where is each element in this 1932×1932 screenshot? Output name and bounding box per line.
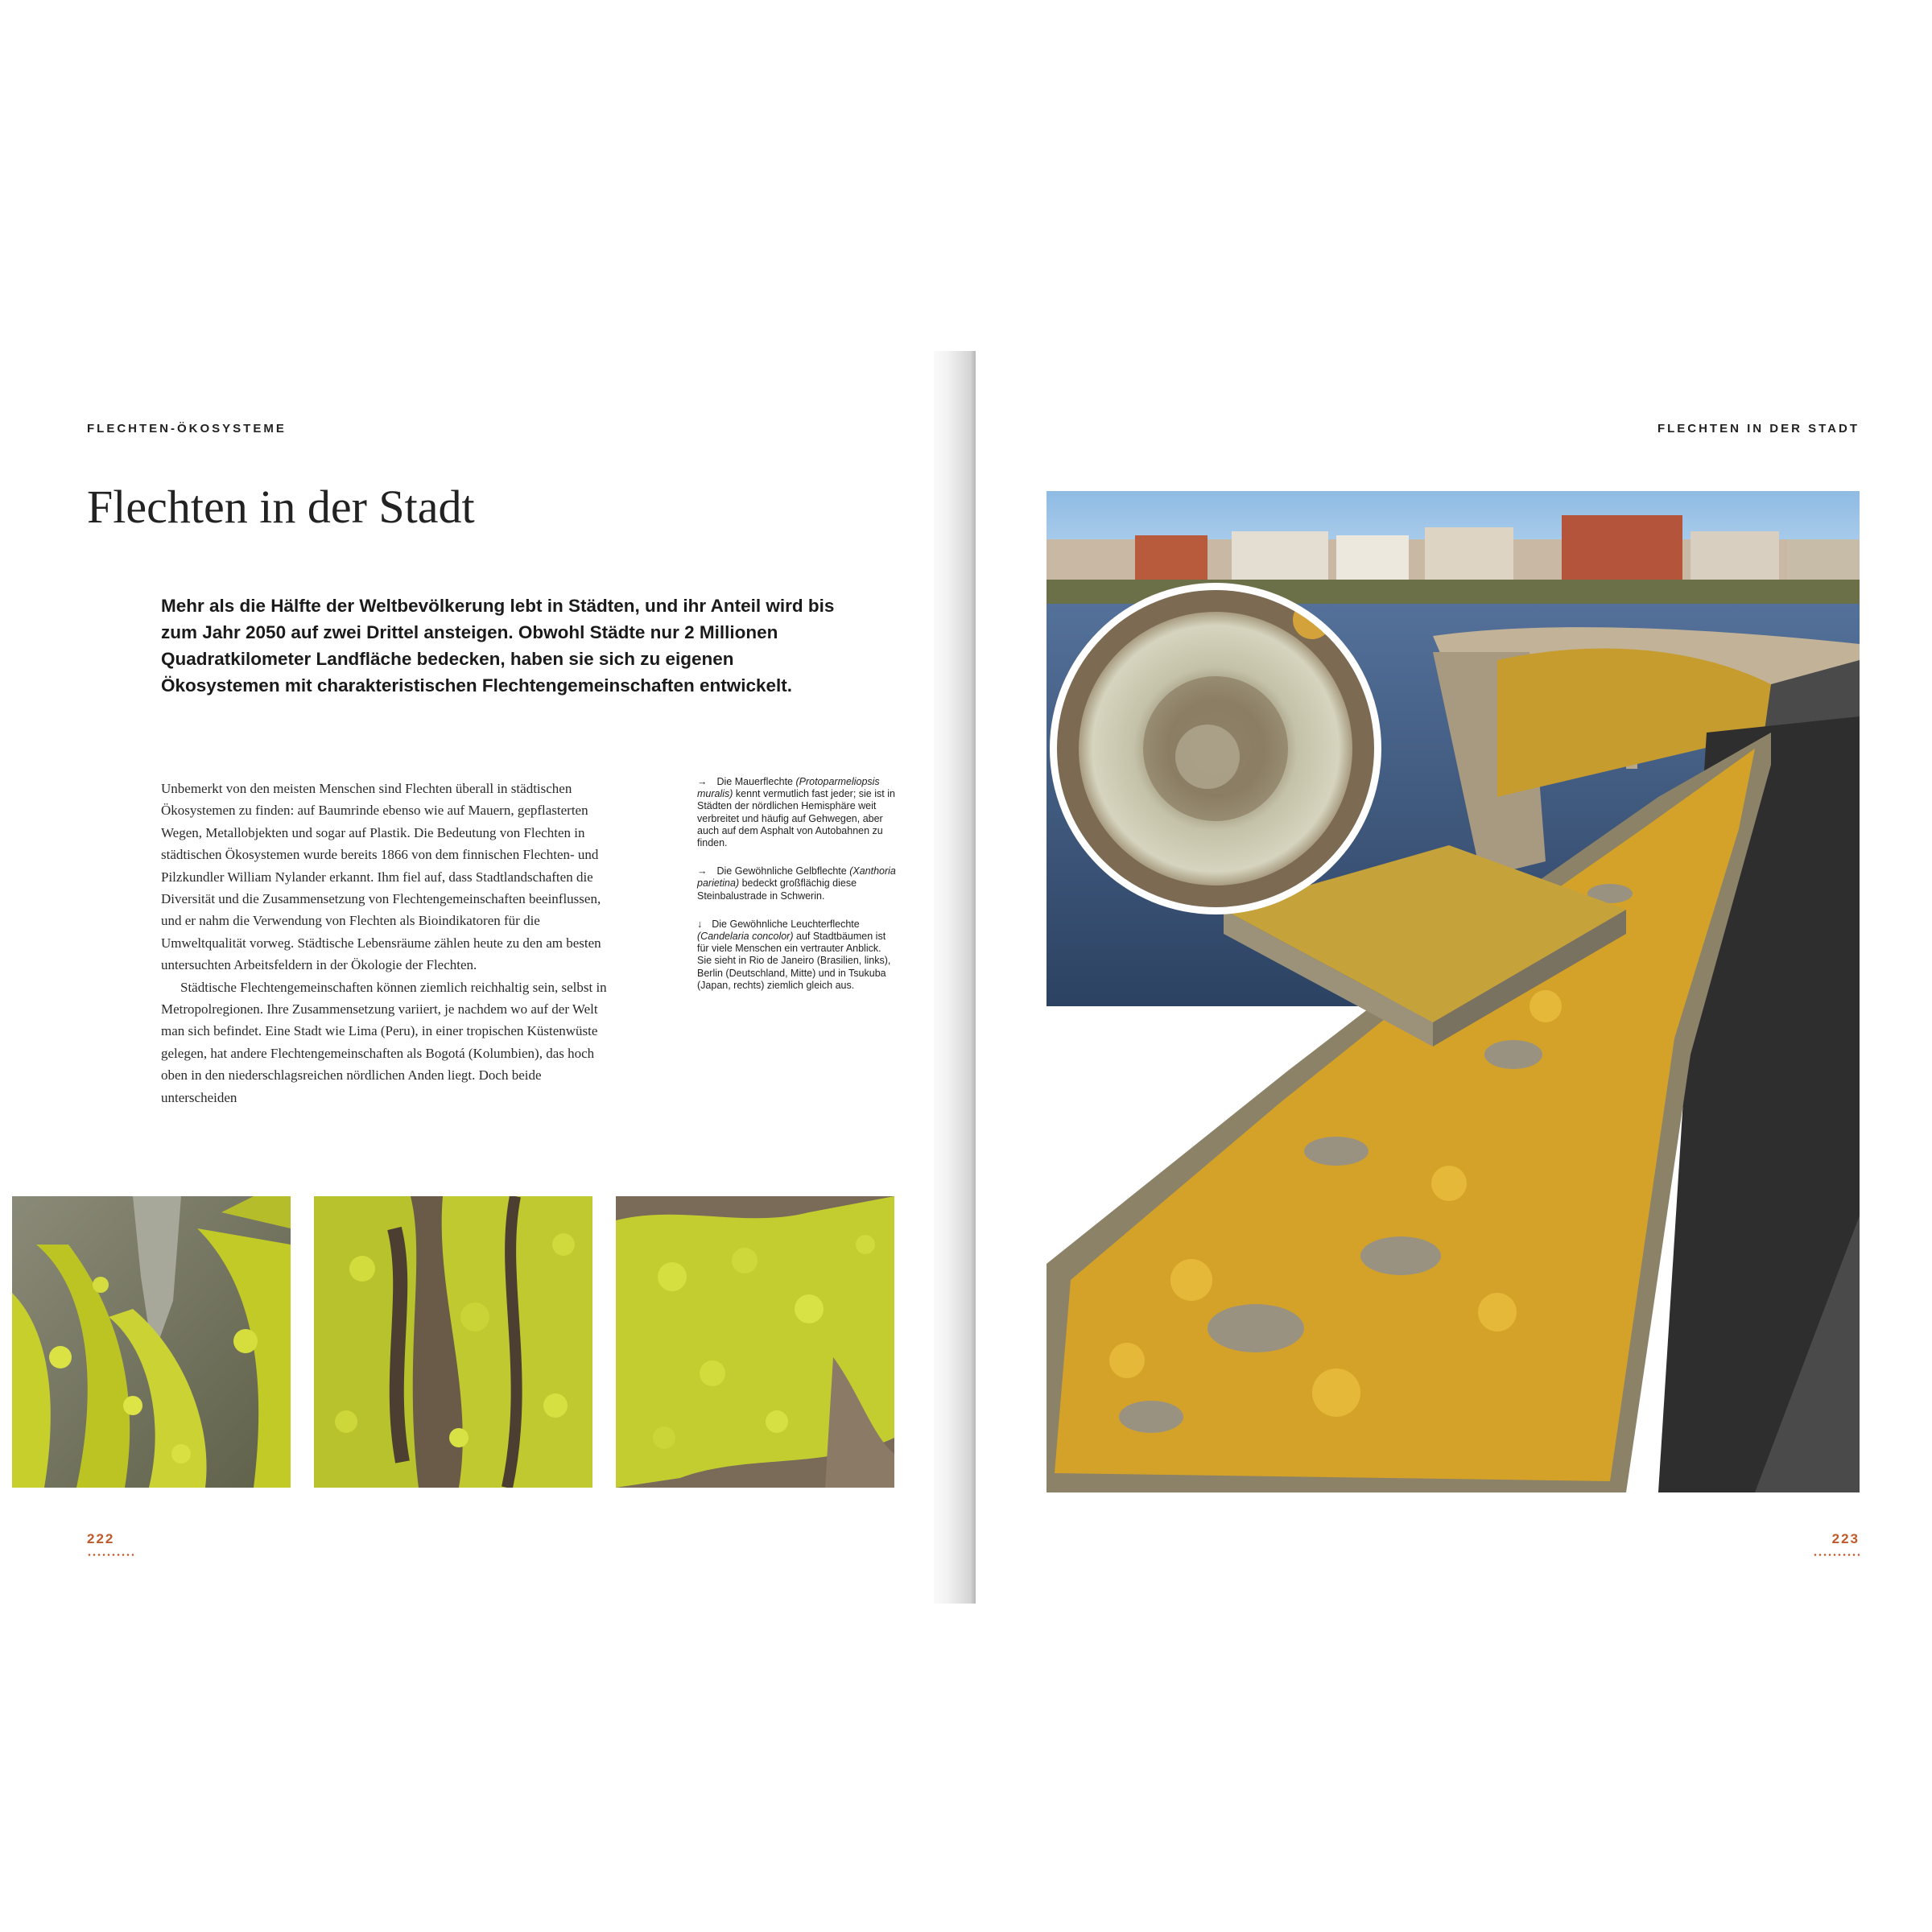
body-paragraph: Städtische Flechtengemeinschaften können ziemlich reichhaltig sein, selbst in Metropolregionen. Ihre Zusammensetzung variiert, je nachdem wo auf der Welt man sich befindet. Eine Stadt wie Lima (Peru), in einer tropischen Küstenwüste gelegen, hat andere Flechtengemeinschaften als Bogotá (Kolumbien), das hoch oben in den niederschlagsreichen nördlichen Anden liegt. Doch beide unterscheiden <box>161 979 607 1105</box>
caption-species-name: (Protoparmeliopsis muralis) <box>697 776 880 800</box>
caption-text: auf Stadtbäumen ist für viele Menschen ein vertrauter Anblick. Sie sieht in Rio de Janeiro (Brasilien, links), Berlin (Deutschland, Mitte) und in Tsukuba (Japan, rechts) ziemlich gleich aus. <box>697 931 891 991</box>
page-number-right: 223 <box>1831 1531 1860 1546</box>
body-paragraph: Unbemerkt von den meisten Menschen sind Flechten überall in städtischen Ökosystemen zu finden: auf Baumrinde ebenso wie auf Mauern, gepflasterten Wegen, Metallobjekten und sogar auf Plastik. Die Bedeutung von Flechten in städtischen Ökosystemen wurde bereits 1866 von dem finnischen Flechten- und Pilzkundler William Nylander erkannt. Ihm fiel auf, dass Stadtlandschaften die Diversität und die Zusammensetzung von Flechtengemeinschaften beeinflussen, und er nahm die Verwendung von Flechten als Bioindikatoren für die Umweltqualität vorweg. Städtische Lebensräume zählen heute zu den am besten untersuchten Arbeitsfeldern in der Ökologie der Flechten. <box>161 781 601 973</box>
folio-ornament <box>1813 1554 1860 1556</box>
arrow-down-icon: ↓ <box>697 918 703 930</box>
page-title: Flechten in der Stadt <box>87 481 475 533</box>
caption-text: Die Gewöhnliche Gelbflechte <box>716 865 850 877</box>
caption-species-name: (Xanthoria parietina) <box>697 865 896 890</box>
left-page <box>48 351 934 1604</box>
right-page <box>976 351 1901 1604</box>
folio-ornament <box>87 1554 134 1556</box>
caption-species-name: (Candelaria concolor) <box>697 931 794 943</box>
running-head-right: FLECHTEN IN DER STADT <box>1657 422 1860 436</box>
intro-paragraph: Mehr als die Hälfte der Weltbevölkerung lebt in Städten, und ihr Anteil wird bis zum Jahr 2050 auf zwei Drittel ansteigen. Obwohl Städte nur 2 Millionen Quadratkilometer Landfläche bedecken, haben sie sich zu eigenen Ökosystemen mit charakteristischen Flechtengemeinschaften entwickelt. <box>161 596 835 696</box>
caption-text: kennt vermutlich fast jeder; sie ist in Städten der nördlichen Hemisphäre weit verbreitet und häufig auf Gehwegen, aber auch auf dem Asphalt von Autobahnen zu finden. <box>697 788 895 849</box>
lichen-photo-rio <box>12 1196 291 1488</box>
lichen-photo-berlin <box>314 1196 592 1488</box>
arrow-right-icon: → <box>697 865 708 877</box>
lichen-photo-tsukuba <box>616 1196 894 1488</box>
caption-text: Die Mauerflechte <box>716 776 796 787</box>
running-head-left: FLECHTEN-ÖKOSYSTEME <box>87 422 287 436</box>
caption-text: bedeckt großflächig diese Steinbalustrade in Schwerin. <box>697 877 857 902</box>
caption-leuchterflechte <box>697 919 898 992</box>
caption-text: Die Gewöhnliche Leuchterflechte <box>712 918 860 930</box>
captions-column <box>697 776 898 1008</box>
caption-mauerflechte <box>697 776 898 849</box>
body-text <box>161 778 620 1108</box>
balustrade-photo <box>1046 491 1860 1492</box>
arrow-right-icon: → <box>697 776 708 787</box>
caption-gelbflechte <box>697 865 898 902</box>
page-number-left: 222 <box>87 1531 115 1546</box>
